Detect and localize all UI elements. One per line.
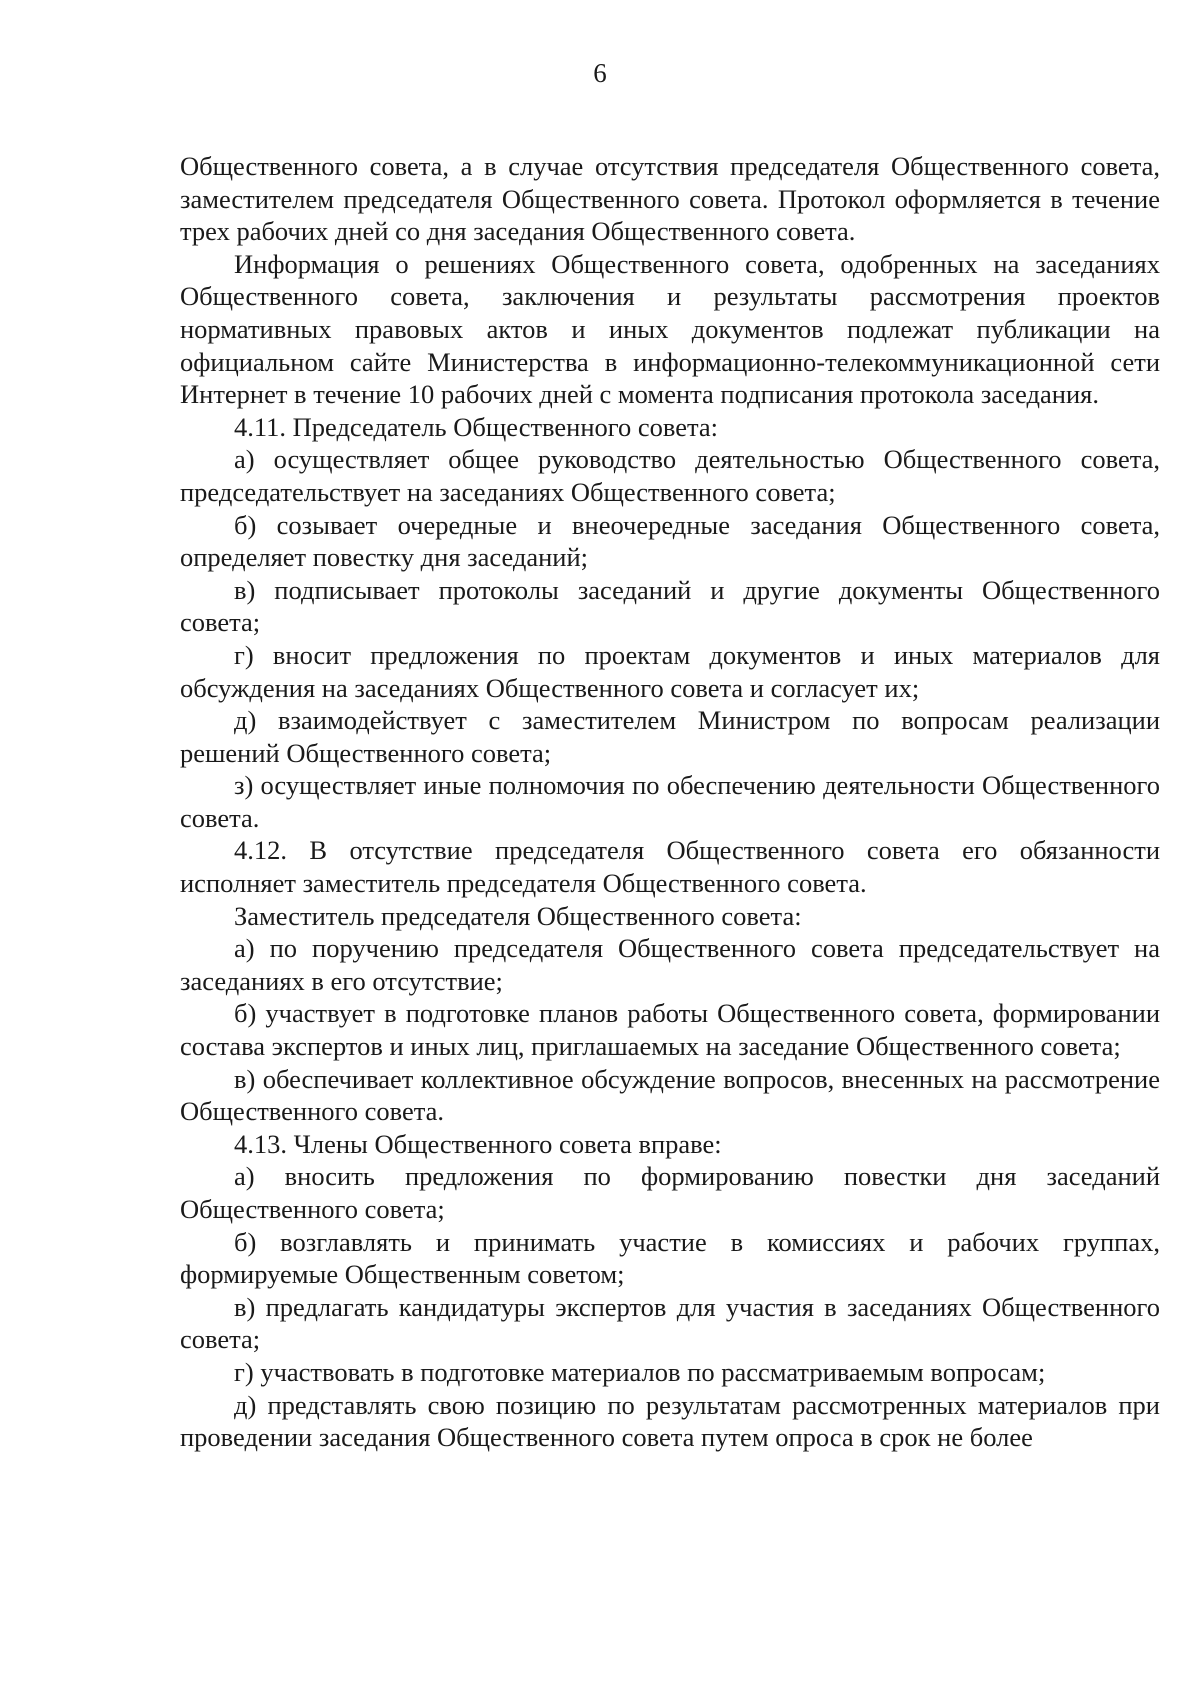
page-number: 6 [593,58,607,88]
deputy-chair-heading: Заместитель председателя Общественного совета: [234,900,802,931]
list-item-4-13-d: д) представлять свою позицию по результатам рассмотренных материалов при проведении заседания Общественного совета путем опроса в срок не более [180,1389,1160,1453]
list-item-4-13-v: в) предлагать кандидатуры экспертов для участия в заседаниях Общественного совета; [180,1291,1160,1355]
list-item-4-13-a: а) вносить предложения по формированию повестки дня заседаний Общественного совета; [180,1161,1160,1224]
list-item-4-11-v: в) подписывает протоколы заседаний и другие документы Общественного совета; [180,574,1160,638]
list-item-4-13-b: б) возглавлять и принимать участие в комиссиях и рабочих группах, формируемые Общественным советом; [180,1226,1160,1290]
section-heading-4-12: 4.12. В отсутствие председателя Общественного совета его обязанности исполняет заместитель председателя Общественного совета. [180,835,1160,899]
section-heading-4-13: 4.13. Члены Общественного совета вправе: [234,1128,722,1159]
paragraph-publication-info: Информация о решениях Общественного совета, одобренных на заседаниях Общественного совета, заключения и результаты рассмотрения проектов нормативных правовых актов и иных документов подлежат публикации на официальном сайте Министерства в информационно-телекоммуникационной сети Интернет в течение 10 рабочих дней с момента подписания протокола заседания. [180,248,1160,410]
document-body [180,150,1160,1454]
list-item-deputy-v: в) обеспечивает коллективное обсуждение вопросов, внесенных на рассмотрение Общественного совета. [180,1063,1160,1127]
list-item-4-13-g: г) участвовать в подготовке материалов по рассматриваемым вопросам; [234,1356,1046,1387]
section-heading-4-11: 4.11. Председатель Общественного совета: [234,411,719,442]
list-item-4-11-d: д) взаимодействует с заместителем Министром по вопросам реализации решений Общественного совета; [180,705,1160,768]
list-item-4-11-g: г) вносит предложения по проектам документов и иных материалов для обсуждения на заседаниях Общественного совета и согласует их; [180,639,1160,703]
list-item-deputy-b: б) участвует в подготовке планов работы Общественного совета, формировании состава экспертов и иных лиц, приглашаемых на заседание Общественного совета; [180,998,1160,1062]
list-item-deputy-a: а) по поручению председателя Общественного совета председательствует на заседаниях в его отсутствие; [180,933,1160,996]
list-item-4-11-z: з) осуществляет иные полномочия по обеспечению деятельности Общественного совета. [180,770,1160,833]
list-item-4-11-b: б) созывает очередные и внеочередные заседания Общественного совета, определяет повестку дня заседаний; [180,509,1160,573]
paragraph-protocol-continuation: Общественного совета, а в случае отсутствия председателя Общественного совета, заместителем председателя Общественного совета. Протокол оформляется в течение трех рабочих дней со дня заседания Общественного совета. [180,151,1160,247]
list-item-4-11-a: а) осуществляет общее руководство деятельностью Общественного совета, председательствует на заседаниях Общественного совета; [180,444,1160,507]
